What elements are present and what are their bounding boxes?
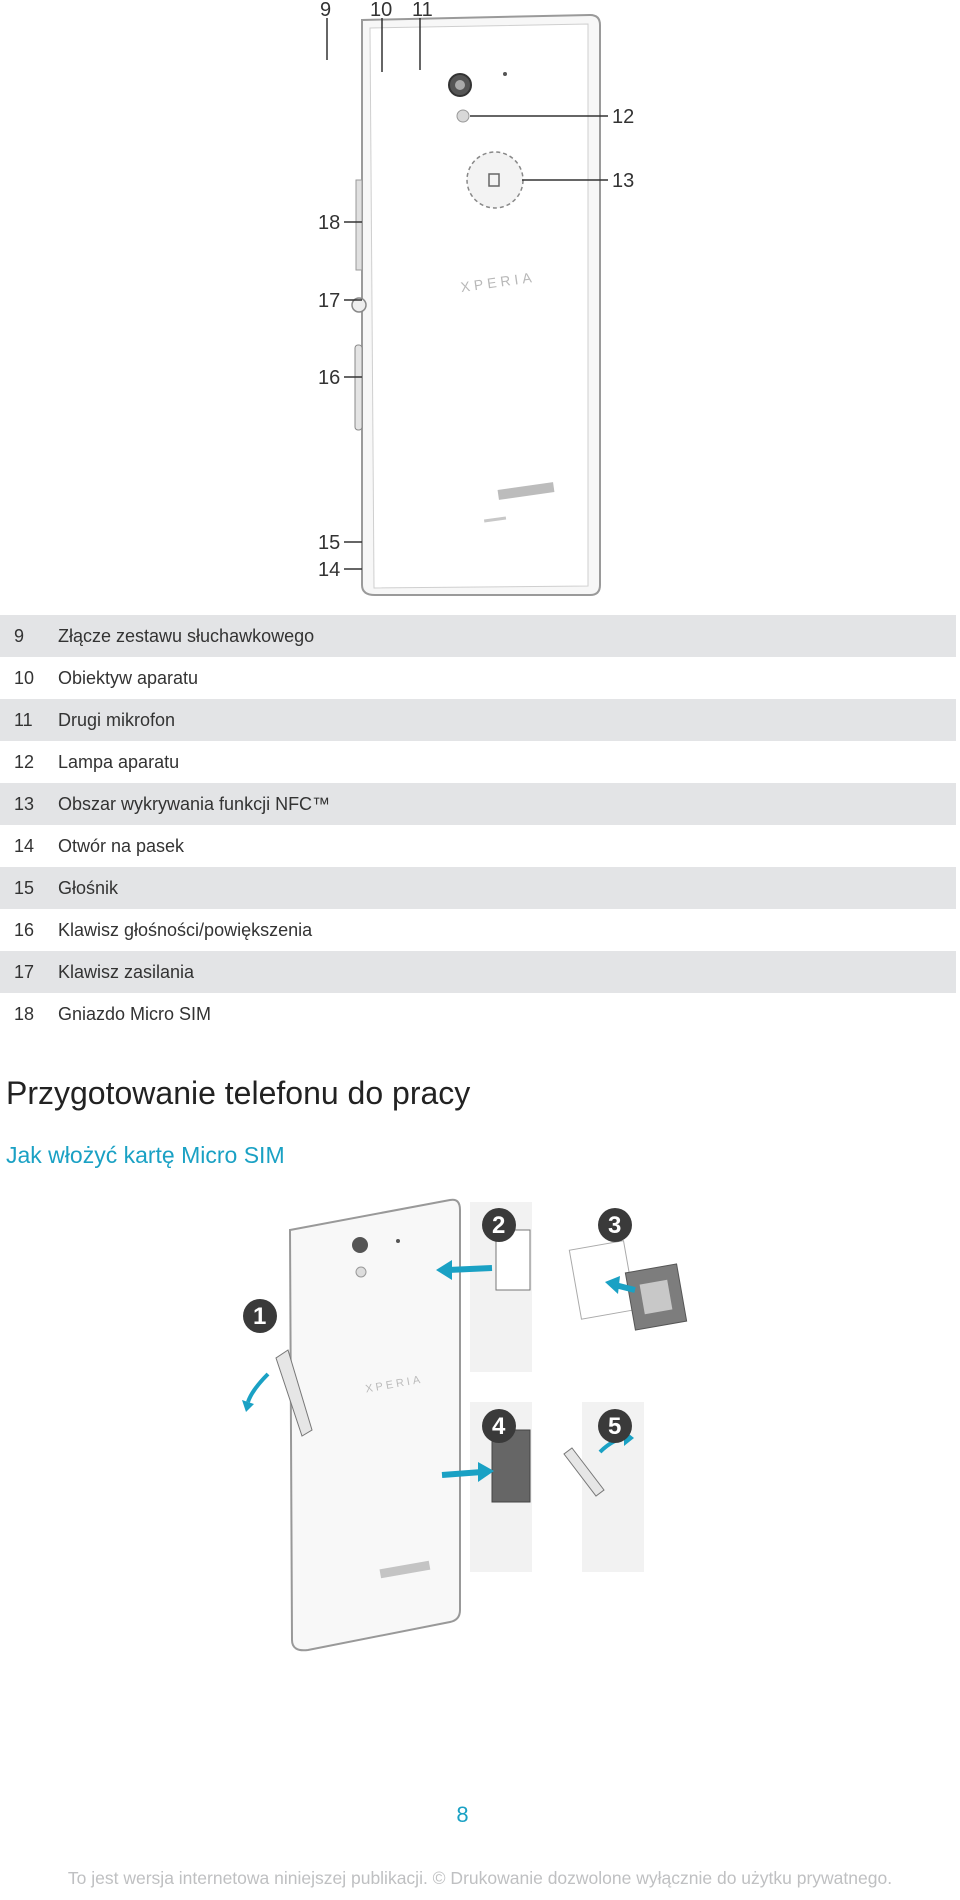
item-label: Klawisz głośności/powiększenia [58,919,313,940]
list-item [0,909,956,951]
list-item [0,951,956,993]
list-item [0,741,956,783]
list-item [0,615,956,657]
list-item [0,699,956,741]
callout-13: 13 [612,170,635,192]
item-label: Złącze zestawu słuchawkowego [58,625,315,646]
item-number: 17 [14,961,35,982]
item-label: Gniazdo Micro SIM [58,1003,212,1024]
item-number: 15 [14,877,35,898]
parts-list [0,615,956,1035]
list-item [0,783,956,825]
item-label: Klawisz zasilania [58,961,195,982]
step-2: 2 [492,1212,506,1239]
item-number: 16 [14,919,35,940]
footer-note: To jest wersja internetowa niniejszej publikacji. © Drukowanie dozwolone wyłącznie do użytku prywatnego. [67,1868,893,1888]
step-3: 3 [608,1212,622,1239]
callout-18: 18 [318,212,341,234]
item-number: 14 [14,835,35,856]
item-label: Obiektyw aparatu [58,667,199,688]
brand-logo: XPERIA [364,1373,425,1396]
list-item [0,825,956,867]
item-label: Lampa aparatu [58,751,180,772]
item-label: Otwór na pasek [58,835,185,856]
item-number: 12 [14,751,35,772]
callout-10: 10 [370,0,393,21]
list-item [0,867,956,909]
page-number: 8 [456,1802,469,1827]
callout-15: 15 [318,532,341,554]
callout-9: 9 [320,0,332,21]
item-number: 10 [14,667,35,688]
item-label: Głośnik [58,877,119,898]
callout-12: 12 [612,106,635,128]
section-title: Przygotowanie telefonu do pracy [6,1075,471,1111]
sim-insertion-figure [230,1190,740,1660]
subsection-title: Jak włożyć kartę Micro SIM [6,1142,285,1168]
callout-17: 17 [318,290,341,312]
list-item [0,657,956,699]
step-1: 1 [253,1303,267,1330]
step-4: 4 [492,1413,506,1440]
step-5: 5 [608,1413,622,1440]
item-number: 13 [14,793,35,814]
phone-back-figure [300,0,660,600]
item-number: 18 [14,1003,35,1024]
item-label: Obszar wykrywania funkcji NFC™ [58,793,331,814]
callout-16: 16 [318,367,341,389]
callout-11: 11 [412,0,433,21]
list-item [0,993,956,1035]
item-label: Drugi mikrofon [58,709,176,730]
brand-logo: XPERIA [459,268,537,296]
item-number: 11 [14,709,33,730]
item-number: 9 [14,625,25,646]
callout-14: 14 [318,559,341,581]
